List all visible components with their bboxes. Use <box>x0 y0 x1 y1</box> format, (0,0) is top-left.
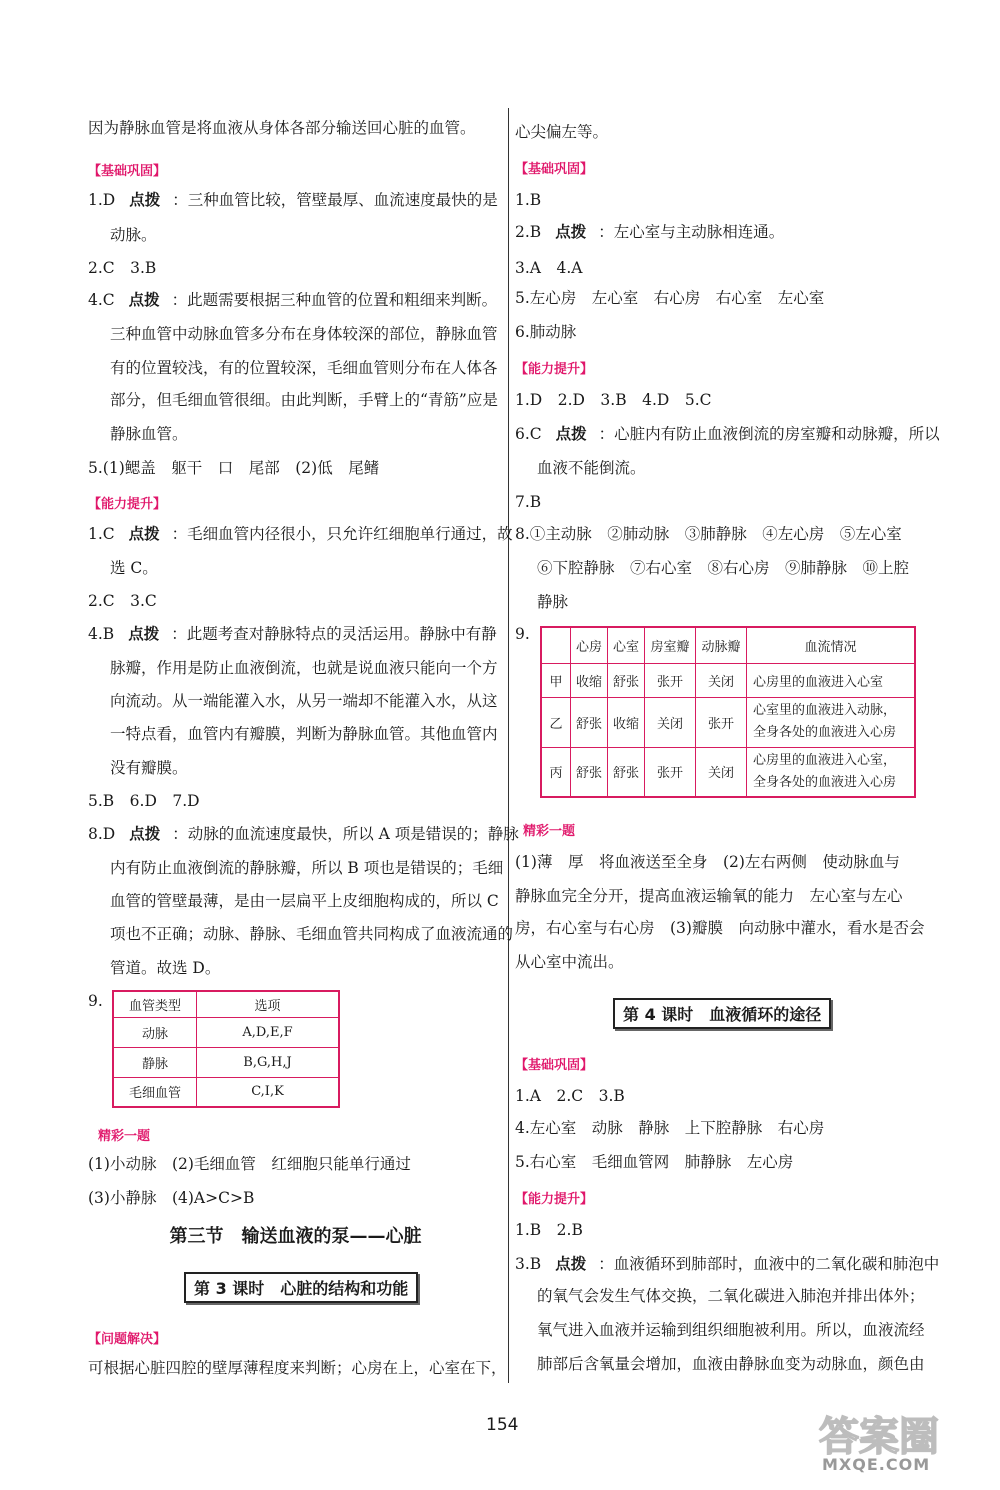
answer-p5-7: 5.B 6.D 7.D <box>88 792 200 810</box>
table-cell: 舒张 <box>571 747 608 797</box>
table-header: 血流情况 <box>747 627 916 663</box>
text-line: 氧气进入血液并运输到组织细胞被利用。所以，血液流经 <box>537 1321 925 1339</box>
table-row <box>541 697 915 747</box>
table-cell: B,G,H,J <box>197 1047 340 1077</box>
text-line: (3)小静脉 (4)A>C>B <box>88 1189 255 1207</box>
table-cell: 关闭 <box>696 747 747 797</box>
row-label: 丙 <box>541 747 571 797</box>
answer-p7: 7.B <box>515 493 542 511</box>
lesson-title: 第 3 课时 心脏的结构和功能 <box>184 1272 418 1303</box>
table-header: 房室瓣 <box>645 627 696 663</box>
answer-p1: 1.C 点拨 ：毛细血管内径很小，只允许红细胞单行通过，故 <box>88 524 513 543</box>
text-line: 一特点看，血管内有瓣膜，判断为静脉血管。其他血管内 <box>110 725 498 743</box>
answer-q2-3: 2.C 3.B <box>88 259 157 277</box>
table-corner <box>541 627 571 663</box>
table-cell: 毛细血管 <box>113 1077 197 1107</box>
table-cell: 心室里的血液进入动脉， 全身各处的血液进入心房 <box>747 697 916 747</box>
table-header: 动脉瓣 <box>696 627 747 663</box>
table-cell: 收缩 <box>608 697 645 747</box>
table-cell: 收缩 <box>571 663 608 697</box>
text-line: ⑥下腔静脉 ⑦右心室 ⑧右心房 ⑨肺静脉 ⑩上腔 <box>537 559 910 577</box>
answer-p9: 9. <box>515 625 530 643</box>
table-cell: 张开 <box>696 697 747 747</box>
text-line: 的氧气会发生气体交换，二氧化碳进入肺泡并排出体外； <box>537 1287 925 1305</box>
text-line: 血管的管壁最薄，是由一层扁平上皮细胞构成的，所以 C <box>110 892 499 910</box>
answer-p8: 8.①主动脉 ②肺动脉 ③肺静脉 ④左心房 ⑤左心室 <box>515 525 902 543</box>
text-line: 有的位置较浅，有的位置较深，毛细血管则分布在人体各 <box>110 359 498 377</box>
text-line: 肺部后含氧量会增加，血液由静脉血变为动脉血，颜色由 <box>537 1355 925 1373</box>
lesson-title: 第 4 课时 血液循环的途径 <box>613 998 831 1029</box>
table-cell: 舒张 <box>608 747 645 797</box>
text-line: 血液不能倒流。 <box>537 459 646 477</box>
answer-q5: 5.(1)鳃盖 躯干 口 尾部 (2)低 尾鳍 <box>88 459 380 477</box>
answer-q5: 5.左心房 左心室 右心房 右心室 左心室 <box>515 289 825 307</box>
text-line: 选 C。 <box>110 559 158 577</box>
text-line: (1)小动脉 (2)毛细血管 红细胞只能单行通过 <box>88 1155 411 1173</box>
table-header: 心室 <box>608 627 645 663</box>
text-line: 因为静脉血管是将血液从身体各部分输送回心脏的血管。 <box>88 119 476 137</box>
watermark-logo-text: 答案圈 <box>819 1414 939 1460</box>
section-tag-highlight: 精彩一题 <box>98 1129 151 1144</box>
section-tag-ability: 【能力提升】 <box>515 362 594 377</box>
table-cell: 动脉 <box>113 1017 197 1047</box>
text-line: 管道。故选 D。 <box>110 959 221 977</box>
table-cell: 关闭 <box>645 697 696 747</box>
table-cell: C,I,K <box>197 1077 340 1107</box>
table-cell: 心房里的血液进入心室， 全身各处的血液进入心房 <box>747 747 916 797</box>
text-line: 三种血管中动脉血管多分布在身体较深的部位，静脉血管 <box>110 325 498 343</box>
vessel-type-table <box>112 990 340 1108</box>
section-tag-problem: 【问题解决】 <box>88 1332 167 1347</box>
table-header: 血管类型 <box>113 991 197 1017</box>
text-line: 部分，但毛细血管很细。由此判断，手臂上的“青筋”应是 <box>110 391 498 409</box>
answer-p1-5: 1.D 2.D 3.B 4.D 5.C <box>515 391 712 409</box>
text-line: 可根据心脏四腔的壁厚薄程度来判断；心房在上，心室在下， <box>88 1359 507 1377</box>
table-header: 选项 <box>197 991 340 1017</box>
text-line: 脉瓣，作用是防止血液倒流，也就是说血液只能向一个方 <box>110 659 498 677</box>
table-cell: 张开 <box>645 663 696 697</box>
answer-q6: 6.肺动脉 <box>515 323 577 341</box>
table-cell: 心房里的血液进入心室 <box>747 663 916 697</box>
answer-p4: 4.B 点拨 ：此题考查对静脉特点的灵活运用。静脉中有静 <box>88 624 497 643</box>
text-line: 心尖偏左等。 <box>515 123 609 141</box>
text-line: 静脉 <box>537 593 569 611</box>
text-line: 内有防止血液倒流的静脉瓣，所以 B 项也是错误的；毛细 <box>110 859 504 877</box>
answer-p6: 6.C 点拨 ：心脏内有防止血液倒流的房室瓣和动脉瓣，所以 <box>515 424 940 443</box>
answer-c3: 3.B 点拨 ：血液循环到肺部时，血液中的二氧化碳和肺泡中 <box>515 1254 940 1273</box>
answer-c1-2: 1.B 2.B <box>515 1221 583 1239</box>
text-line: 从心室中流出。 <box>515 953 624 971</box>
text-line: 向流动。从一端能灌入水，从另一端却不能灌入水，从这 <box>110 692 498 710</box>
answer-p9: 9. <box>88 992 103 1010</box>
heart-cycle-table <box>540 626 916 798</box>
table-cell: A,D,E,F <box>197 1017 340 1047</box>
answer-q1: 1.B <box>515 191 542 209</box>
text-line: 动脉。 <box>110 226 157 244</box>
section-tag-basic: 【基础巩固】 <box>88 164 167 179</box>
text-line: 项也不正确；动脉、静脉、毛细血管共同构成了血液流通的 <box>110 925 514 943</box>
answer-b5: 5.右心室 毛细血管网 肺静脉 左心房 <box>515 1153 794 1171</box>
watermark-text: MXQE.COM <box>822 1455 931 1474</box>
page-number: 154 <box>486 1415 519 1435</box>
table-cell: 舒张 <box>608 663 645 697</box>
text-line: 房，右心室与右心房 (3)瓣膜 向动脉中灌水，看水是否会 <box>515 919 925 937</box>
table-cell: 张开 <box>645 747 696 797</box>
text-line: (1)薄 厚 将血液送至全身 (2)左右两侧 使动脉血与 <box>515 853 900 871</box>
section-tag-basic: 【基础巩固】 <box>515 162 594 177</box>
text-line: 静脉血完全分开，提高血液运输氧的能力 左心室与左心 <box>515 887 903 905</box>
answer-q1: 1.D 点拨 ：三种血管比较，管壁最厚、血流速度最快的是 <box>88 190 498 209</box>
table-header: 心房 <box>571 627 608 663</box>
row-label: 甲 <box>541 663 571 697</box>
answer-b1-3: 1.A 2.C 3.B <box>515 1087 625 1105</box>
row-label: 乙 <box>541 697 571 747</box>
table-row <box>541 747 915 797</box>
text-line: 没有瓣膜。 <box>110 759 188 777</box>
table-cell: 静脉 <box>113 1047 197 1077</box>
answer-q4: 4.C 点拨 ：此题需要根据三种血管的位置和粗细来判断。 <box>88 290 498 309</box>
section-tag-basic: 【基础巩固】 <box>515 1058 594 1073</box>
answer-p8: 8.D 点拨 ：动脉的血流速度最快，所以 A 项是错误的；静脉 <box>88 824 519 843</box>
table-cell: 舒张 <box>571 697 608 747</box>
answer-q2: 2.B 点拨 ：左心室与主动脉相连通。 <box>515 222 785 241</box>
text-line: 静脉血管。 <box>110 425 188 443</box>
answer-b4: 4.左心室 动脉 静脉 上下腔静脉 右心房 <box>515 1119 825 1137</box>
section-title: 第三节 输送血液的泵——心脏 <box>169 1226 422 1247</box>
table-cell: 关闭 <box>696 663 747 697</box>
answer-q3-4: 3.A 4.A <box>515 259 583 277</box>
section-tag-ability: 【能力提升】 <box>88 497 167 512</box>
section-tag-highlight: 精彩一题 <box>523 824 576 839</box>
section-tag-ability: 【能力提升】 <box>515 1192 594 1207</box>
column-divider <box>508 108 509 1383</box>
table-row <box>541 663 915 697</box>
answer-p2-3: 2.C 3.C <box>88 592 157 610</box>
